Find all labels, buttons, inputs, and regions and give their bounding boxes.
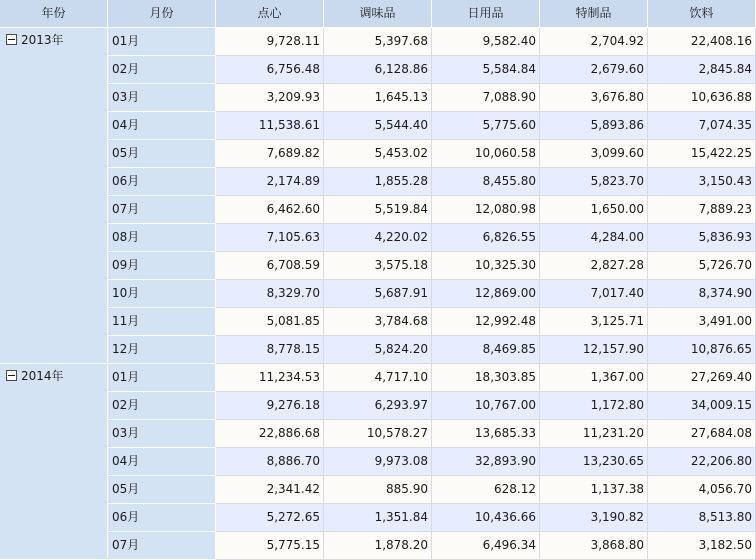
value-cell: 10,767.00	[432, 392, 540, 420]
value-cell: 10,636.88	[648, 84, 756, 112]
month-cell: 01月	[108, 28, 216, 56]
value-cell: 628.12	[432, 476, 540, 504]
value-cell: 3,784.68	[324, 308, 432, 336]
value-cell: 18,303.85	[432, 364, 540, 392]
value-cell: 8,886.70	[216, 448, 324, 476]
value-cell: 5,687.91	[324, 280, 432, 308]
value-cell: 5,775.15	[216, 532, 324, 560]
value-cell: 2,704.92	[540, 28, 648, 56]
value-cell: 10,060.58	[432, 140, 540, 168]
month-cell: 08月	[108, 224, 216, 252]
value-cell: 3,575.18	[324, 252, 432, 280]
value-cell: 7,889.23	[648, 196, 756, 224]
value-cell: 22,886.68	[216, 420, 324, 448]
value-cell: 10,325.30	[432, 252, 540, 280]
header-month[interactable]: 月份	[108, 0, 216, 28]
value-cell: 11,538.61	[216, 112, 324, 140]
month-cell: 05月	[108, 140, 216, 168]
value-cell: 2,845.84	[648, 56, 756, 84]
value-cell: 27,269.40	[648, 364, 756, 392]
value-cell: 3,125.71	[540, 308, 648, 336]
header-column[interactable]: 饮料	[648, 0, 756, 28]
year-group-cell	[0, 28, 108, 364]
value-cell: 3,182.50	[648, 532, 756, 560]
value-cell: 12,080.98	[432, 196, 540, 224]
value-cell: 5,823.70	[540, 168, 648, 196]
value-cell: 5,836.93	[648, 224, 756, 252]
value-cell: 3,676.80	[540, 84, 648, 112]
month-cell: 01月	[108, 364, 216, 392]
value-cell: 4,220.02	[324, 224, 432, 252]
year-label: 2013年	[21, 33, 64, 47]
value-cell: 10,436.66	[432, 504, 540, 532]
value-cell: 3,190.82	[540, 504, 648, 532]
value-cell: 7,105.63	[216, 224, 324, 252]
value-cell: 12,869.00	[432, 280, 540, 308]
header-column[interactable]: 调味品	[324, 0, 432, 28]
collapse-icon[interactable]	[6, 34, 17, 45]
value-cell: 1,351.84	[324, 504, 432, 532]
value-cell: 5,775.60	[432, 112, 540, 140]
value-cell: 7,689.82	[216, 140, 324, 168]
value-cell: 5,397.68	[324, 28, 432, 56]
month-cell: 03月	[108, 84, 216, 112]
value-cell: 7,074.35	[648, 112, 756, 140]
value-cell: 1,645.13	[324, 84, 432, 112]
value-cell: 1,172.80	[540, 392, 648, 420]
value-cell: 32,893.90	[432, 448, 540, 476]
value-cell: 2,827.28	[540, 252, 648, 280]
month-cell: 04月	[108, 112, 216, 140]
value-cell: 12,992.48	[432, 308, 540, 336]
month-cell: 11月	[108, 308, 216, 336]
year-group-cell	[0, 364, 108, 560]
value-cell: 13,685.33	[432, 420, 540, 448]
value-cell: 7,088.90	[432, 84, 540, 112]
value-cell: 5,726.70	[648, 252, 756, 280]
value-cell: 1,855.28	[324, 168, 432, 196]
value-cell: 5,544.40	[324, 112, 432, 140]
value-cell: 6,128.86	[324, 56, 432, 84]
month-cell: 07月	[108, 532, 216, 560]
value-cell: 2,341.42	[216, 476, 324, 504]
value-cell: 8,778.15	[216, 336, 324, 364]
month-cell: 10月	[108, 280, 216, 308]
value-cell: 8,329.70	[216, 280, 324, 308]
value-cell: 885.90	[324, 476, 432, 504]
header-column[interactable]: 特制品	[540, 0, 648, 28]
value-cell: 2,679.60	[540, 56, 648, 84]
value-cell: 3,150.43	[648, 168, 756, 196]
value-cell: 5,584.84	[432, 56, 540, 84]
value-cell: 5,824.20	[324, 336, 432, 364]
value-cell: 9,276.18	[216, 392, 324, 420]
value-cell: 27,684.08	[648, 420, 756, 448]
header-column[interactable]: 日用品	[432, 0, 540, 28]
month-cell: 02月	[108, 56, 216, 84]
value-cell: 6,708.59	[216, 252, 324, 280]
value-cell: 5,453.02	[324, 140, 432, 168]
value-cell: 3,209.93	[216, 84, 324, 112]
value-cell: 22,206.80	[648, 448, 756, 476]
month-cell: 12月	[108, 336, 216, 364]
month-cell: 06月	[108, 168, 216, 196]
header-year[interactable]: 年份	[0, 0, 108, 28]
month-cell: 05月	[108, 476, 216, 504]
value-cell: 8,513.80	[648, 504, 756, 532]
value-cell: 1,367.00	[540, 364, 648, 392]
month-cell: 04月	[108, 448, 216, 476]
value-cell: 3,491.00	[648, 308, 756, 336]
value-cell: 8,455.80	[432, 168, 540, 196]
value-cell: 2,174.89	[216, 168, 324, 196]
value-cell: 6,293.97	[324, 392, 432, 420]
value-cell: 6,826.55	[432, 224, 540, 252]
value-cell: 6,462.60	[216, 196, 324, 224]
value-cell: 1,650.00	[540, 196, 648, 224]
value-cell: 5,519.84	[324, 196, 432, 224]
value-cell: 10,876.65	[648, 336, 756, 364]
month-cell: 02月	[108, 392, 216, 420]
value-cell: 9,728.11	[216, 28, 324, 56]
value-cell: 3,868.80	[540, 532, 648, 560]
month-cell: 03月	[108, 420, 216, 448]
value-cell: 34,009.15	[648, 392, 756, 420]
value-cell: 4,717.10	[324, 364, 432, 392]
value-cell: 5,272.65	[216, 504, 324, 532]
value-cell: 12,157.90	[540, 336, 648, 364]
month-cell: 09月	[108, 252, 216, 280]
value-cell: 7,017.40	[540, 280, 648, 308]
month-cell: 06月	[108, 504, 216, 532]
value-cell: 11,234.53	[216, 364, 324, 392]
value-cell: 5,081.85	[216, 308, 324, 336]
value-cell: 15,422.25	[648, 140, 756, 168]
month-cell: 07月	[108, 196, 216, 224]
value-cell: 1,878.20	[324, 532, 432, 560]
value-cell: 11,231.20	[540, 420, 648, 448]
value-cell: 4,284.00	[540, 224, 648, 252]
value-cell: 8,469.85	[432, 336, 540, 364]
value-cell: 9,582.40	[432, 28, 540, 56]
value-cell: 10,578.27	[324, 420, 432, 448]
collapse-icon[interactable]	[6, 370, 17, 381]
value-cell: 6,496.34	[432, 532, 540, 560]
value-cell: 13,230.65	[540, 448, 648, 476]
value-cell: 9,973.08	[324, 448, 432, 476]
value-cell: 4,056.70	[648, 476, 756, 504]
value-cell: 6,756.48	[216, 56, 324, 84]
year-label: 2014年	[21, 369, 64, 383]
value-cell: 5,893.86	[540, 112, 648, 140]
value-cell: 22,408.16	[648, 28, 756, 56]
header-column[interactable]: 点心	[216, 0, 324, 28]
value-cell: 8,374.90	[648, 280, 756, 308]
value-cell: 1,137.38	[540, 476, 648, 504]
value-cell: 3,099.60	[540, 140, 648, 168]
